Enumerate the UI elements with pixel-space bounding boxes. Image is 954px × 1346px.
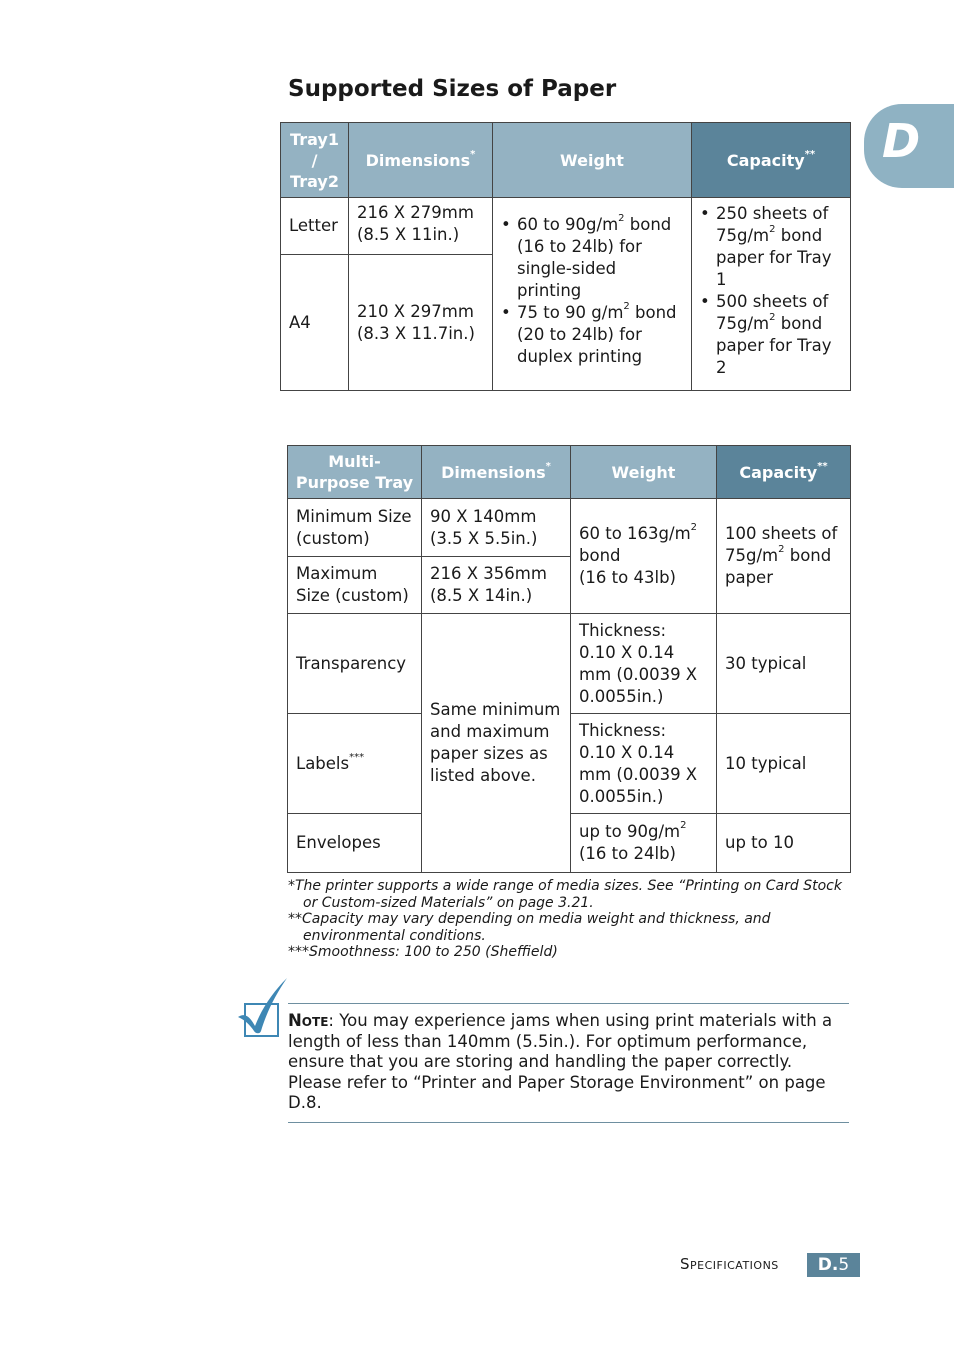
chapter-tab-letter: D: [882, 114, 921, 168]
capacity-labels: 10 typical: [717, 714, 851, 814]
dimensions-special-media: Same minimum and maximum paper sizes as listed above.: [422, 614, 571, 873]
header-dimensions: Dimensions*: [349, 123, 493, 198]
table-row: [281, 198, 851, 255]
size-maximum: Maximum Size (custom): [288, 557, 422, 614]
header-mp-weight: Weight: [571, 446, 717, 499]
footnote-smoothness: ***Smoothness: 100 to 250 (Sheffield): [288, 944, 558, 960]
media-transparency: Transparency: [288, 614, 422, 714]
size-minimum: Minimum Size (custom): [288, 499, 422, 557]
list-item: • 250 sheets of $75g/m^2$ bond paper for Tray 1: [700, 203, 842, 291]
capacity-custom: 100 sheets of $75g/m^2$ bond paper: [717, 499, 851, 614]
page-number-badge: D.5: [807, 1253, 860, 1277]
checkmark-note-icon: [236, 976, 290, 1040]
list-item: • 500 sheets of $75g/m^2$ bond paper for Tray 2: [700, 291, 842, 379]
weight-envelopes: up to $90g/m^2$ (16 to 24lb): [571, 814, 717, 873]
list-item: • 75 to 90 $g/m^2$ bond (20 to 24lb) for duplex printing: [501, 302, 683, 368]
header-mp-tray: Multi-Purpose Tray: [288, 446, 422, 499]
table-row: [288, 499, 851, 557]
dimensions-a4: 210 X 297mm (8.3 X 11.7in.): [349, 255, 493, 391]
header-mp-dimensions: Dimensions*: [422, 446, 571, 499]
footnote-dimensions: *The printer supports a wide range of media sizes. See “Printing on Card Stock or Custom-sized Materials” on page 3.21.: [288, 878, 842, 911]
header-tray: Tray1 / Tray2: [281, 123, 349, 198]
footer-section-title: Specifications: [680, 1255, 779, 1273]
size-a4: A4: [281, 255, 349, 391]
capacity-envelopes: up to 10: [717, 814, 851, 873]
note-box: [288, 1003, 849, 1123]
list-item: • 60 to $90g/m^2$ bond (16 to 24lb) for single-sided printing: [501, 214, 683, 302]
header-mp-capacity: Capacity**: [717, 446, 851, 499]
note-lead: Note: [288, 1011, 329, 1030]
size-letter: Letter: [281, 198, 349, 255]
dimensions-maximum: 216 X 356mm (8.5 X 14in.): [422, 557, 571, 614]
footnotes: [288, 878, 858, 961]
mp-tray-paper-table: [287, 445, 851, 873]
weight-custom: 60 to $163g/m^2$ bond (16 to 43lb): [571, 499, 717, 614]
footnote-capacity: **Capacity may vary depending on media weight and thickness, and environmental conditions.: [288, 911, 771, 944]
weight-labels: Thickness: 0.10 X 0.14 mm (0.0039 X 0.0055in.): [571, 714, 717, 814]
weight-transparency: Thickness: 0.10 X 0.14 mm (0.0039 X 0.0055in.): [571, 614, 717, 714]
note-text: Note: You may experience jams when using print materials with a length of less than 140mm (5.5in.). For optimum performance, ensure that you are storing and handling the paper correctly. Please refer to “Printer and Paper Storage Environment” on page D.8.: [288, 1011, 833, 1113]
tray-paper-table: [280, 122, 851, 391]
media-labels: Labels***: [288, 714, 422, 814]
chapter-tab: [864, 104, 954, 188]
header-capacity: Capacity**: [692, 123, 851, 198]
capacity-tray: [692, 198, 851, 391]
table-row: [288, 614, 851, 714]
header-weight: Weight: [493, 123, 692, 198]
dimensions-letter: 216 X 279mm (8.5 X 11in.): [349, 198, 493, 255]
dimensions-minimum: 90 X 140mm (3.5 X 5.5in.): [422, 499, 571, 557]
capacity-transparency: 30 typical: [717, 614, 851, 714]
weight-tray: [493, 198, 692, 391]
media-envelopes: Envelopes: [288, 814, 422, 873]
page-title: Supported Sizes of Paper: [288, 76, 617, 102]
